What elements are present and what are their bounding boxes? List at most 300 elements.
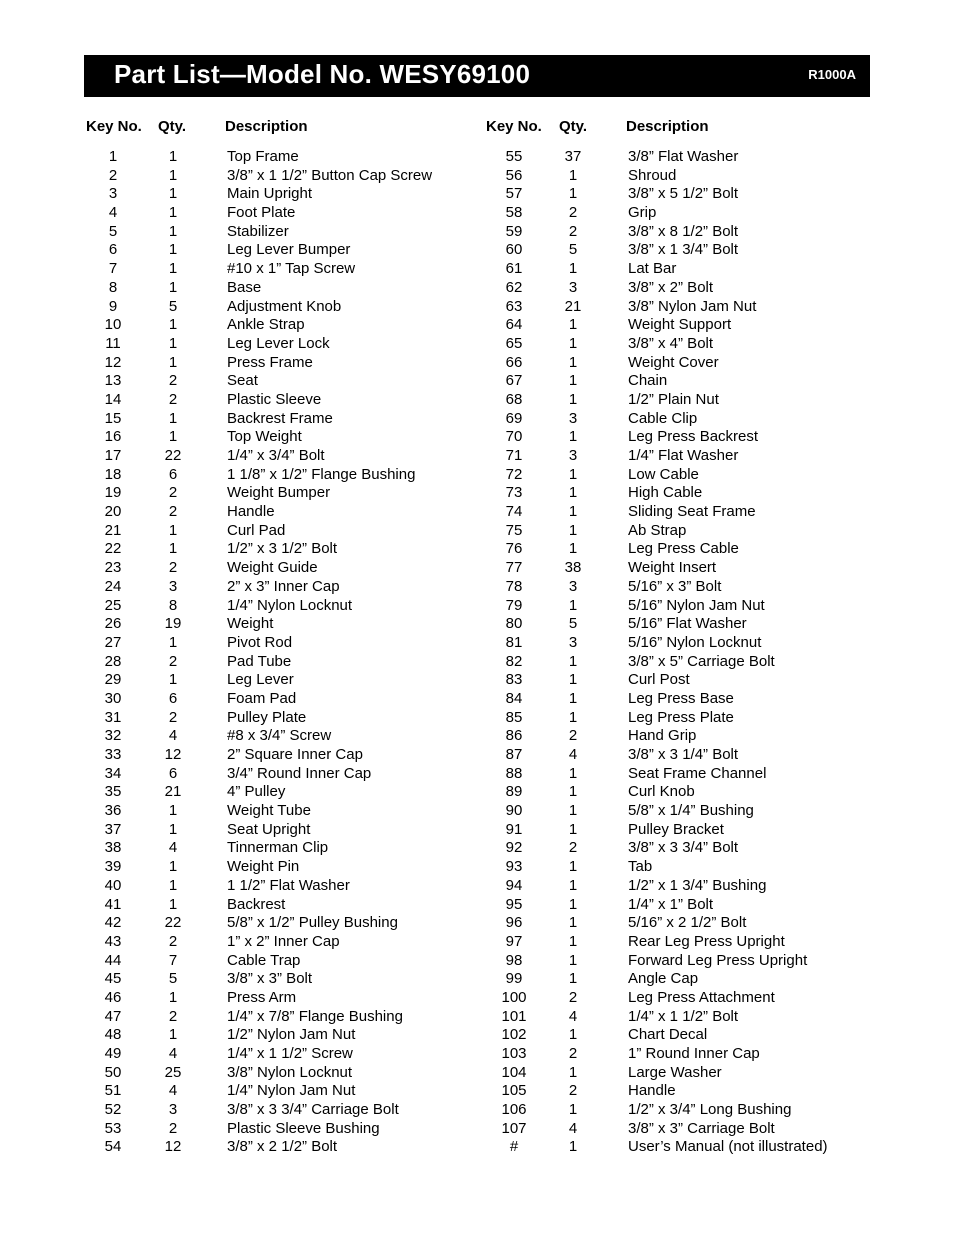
part-quantity: 1 [568, 260, 578, 278]
part-row [484, 839, 864, 858]
column-header-row [84, 118, 484, 138]
part-row [84, 615, 484, 634]
key-no-header: Key No. [486, 118, 542, 135]
part-key-number: 58 [505, 204, 523, 222]
part-quantity: 19 [164, 615, 182, 633]
part-description: 3/8” x 3” Bolt [227, 970, 313, 988]
part-description: High Cable [628, 484, 703, 502]
part-description: Leg Lever Lock [227, 334, 330, 352]
part-description: 5/16” Nylon Locknut [628, 633, 762, 651]
part-description: 3/4” Round Inner Cap [227, 764, 372, 782]
part-description: Adjustment Knob [227, 297, 342, 315]
part-quantity: 1 [168, 241, 178, 259]
part-row [484, 933, 864, 952]
part-description: Grip [628, 204, 657, 222]
part-description: Foam Pad [227, 689, 297, 707]
part-quantity: 1 [568, 1138, 578, 1156]
part-row [84, 316, 484, 335]
part-row [84, 802, 484, 821]
part-description: 3/8” Nylon Jam Nut [628, 297, 757, 315]
part-quantity: 1 [168, 316, 178, 334]
part-key-number: 19 [104, 484, 122, 502]
part-quantity: 1 [168, 148, 178, 165]
part-quantity: 1 [568, 876, 578, 894]
part-row [484, 298, 864, 317]
part-description: 5/16” Nylon Jam Nut [628, 596, 765, 614]
part-description: 1 1/8” x 1/2” Flange Bushing [227, 465, 416, 483]
part-row [84, 260, 484, 279]
part-quantity: 21 [164, 783, 182, 801]
part-quantity: 3 [568, 278, 578, 296]
part-quantity: 5 [168, 297, 178, 315]
parts-list-right [484, 148, 864, 1157]
part-row [484, 260, 864, 279]
part-quantity: 1 [568, 932, 578, 950]
part-row [484, 372, 864, 391]
part-quantity: 1 [568, 802, 578, 820]
part-description: Seat Frame Channel [628, 764, 767, 782]
part-description: 1/4” x 1 1/2” Screw [227, 1045, 353, 1062]
part-quantity: 1 [568, 428, 578, 446]
part-description: Weight Guide [227, 559, 318, 577]
part-quantity: 1 [568, 316, 578, 334]
part-row [84, 466, 484, 485]
part-key-number: 95 [505, 895, 523, 913]
part-row [84, 765, 484, 784]
part-key-number: 80 [505, 615, 523, 633]
part-row [84, 241, 484, 260]
part-quantity: 5 [168, 970, 178, 988]
part-key-number: 33 [104, 746, 122, 763]
part-quantity: 1 [168, 540, 178, 558]
part-row [84, 1045, 484, 1064]
part-row [84, 989, 484, 1008]
part-key-number: 99 [505, 970, 523, 988]
part-description: 5/16” x 3” Bolt [628, 577, 722, 595]
part-description: Hand Grip [628, 727, 697, 745]
part-row [84, 1120, 484, 1139]
part-quantity: 2 [168, 708, 178, 726]
part-description: Ankle Strap [227, 316, 305, 334]
part-description: Weight Cover [628, 353, 719, 371]
part-row [84, 690, 484, 709]
part-row [484, 540, 864, 559]
part-row [484, 821, 864, 840]
part-description: Ab Strap [628, 521, 687, 539]
part-quantity: 1 [168, 1026, 178, 1044]
part-quantity: 1 [568, 914, 578, 932]
part-description: Sliding Seat Frame [628, 503, 756, 521]
part-key-number: 26 [104, 615, 122, 633]
part-quantity: 1 [168, 334, 178, 352]
part-key-number: 83 [505, 671, 523, 689]
part-row [84, 970, 484, 989]
part-row [484, 410, 864, 429]
part-quantity: 5 [568, 241, 578, 259]
part-row [484, 391, 864, 410]
part-description: Leg Press Cable [628, 540, 739, 558]
part-description: Stabilizer [227, 222, 289, 240]
part-key-number: 20 [104, 503, 122, 521]
part-quantity: 2 [168, 932, 178, 950]
part-row [84, 933, 484, 952]
part-row [484, 671, 864, 690]
part-description: Handle [628, 1082, 676, 1100]
part-row [84, 821, 484, 840]
part-row [84, 410, 484, 429]
part-quantity: 3 [568, 409, 578, 427]
part-row [84, 1064, 484, 1083]
part-key-number: 31 [104, 708, 122, 726]
part-key-number: 97 [505, 932, 523, 950]
part-quantity: 2 [168, 390, 178, 408]
part-description: 3/8” x 4” Bolt [628, 334, 714, 352]
part-key-number: 94 [505, 876, 523, 894]
part-description: Backrest Frame [227, 409, 333, 427]
part-row [84, 727, 484, 746]
part-key-number: 29 [104, 671, 122, 689]
part-row [84, 653, 484, 672]
part-description: Leg Press Attachment [628, 988, 775, 1006]
part-quantity: 3 [168, 577, 178, 595]
part-quantity: 2 [168, 503, 178, 521]
part-key-number: 53 [104, 1119, 122, 1137]
part-quantity: 1 [168, 204, 178, 222]
part-quantity: 2 [568, 839, 578, 857]
part-quantity: 3 [168, 1101, 178, 1119]
part-description: Handle [227, 503, 275, 521]
part-key-number: 28 [104, 652, 122, 670]
part-key-number: 59 [505, 222, 523, 240]
part-quantity: 1 [568, 689, 578, 707]
part-quantity: 1 [568, 596, 578, 614]
part-quantity: 3 [568, 633, 578, 651]
part-row [484, 522, 864, 541]
part-row [484, 858, 864, 877]
part-row [84, 634, 484, 653]
part-row [84, 1101, 484, 1120]
part-row [484, 1101, 864, 1120]
part-quantity: 2 [568, 988, 578, 1006]
part-row [484, 578, 864, 597]
part-row [84, 839, 484, 858]
part-quantity: 1 [168, 988, 178, 1006]
part-quantity: 25 [164, 1063, 182, 1081]
part-description: User’s Manual (not illustrated) [628, 1138, 828, 1156]
part-key-number: 70 [505, 428, 523, 446]
part-key-number: 105 [501, 1082, 527, 1100]
part-key-number: 63 [505, 297, 523, 315]
part-row [84, 914, 484, 933]
part-description: #10 x 1” Tap Screw [227, 260, 356, 278]
part-key-number: 50 [104, 1063, 122, 1081]
document-code: R1000A [808, 67, 856, 82]
part-quantity: 1 [568, 390, 578, 408]
part-row [84, 540, 484, 559]
part-row [84, 335, 484, 354]
part-key-number: 104 [501, 1063, 527, 1081]
part-quantity: 2 [568, 204, 578, 222]
part-row [484, 989, 864, 1008]
part-row [484, 185, 864, 204]
part-description: 1/2” x 3 1/2” Bolt [227, 540, 338, 558]
part-quantity: 4 [568, 746, 578, 763]
part-description: Rear Leg Press Upright [628, 932, 785, 950]
part-quantity: 1 [568, 521, 578, 539]
part-description: 1” x 2” Inner Cap [227, 932, 340, 950]
part-quantity: 1 [168, 895, 178, 913]
part-key-number: 30 [104, 689, 122, 707]
part-row [484, 896, 864, 915]
part-description: 3/8” x 8 1/2” Bolt [628, 222, 739, 240]
part-description: Curl Knob [628, 783, 695, 801]
part-row [84, 559, 484, 578]
part-description: Forward Leg Press Upright [628, 951, 808, 969]
part-key-number: 65 [505, 334, 523, 352]
part-description: Weight [227, 615, 274, 633]
part-key-number: 35 [104, 783, 122, 801]
part-key-number: 34 [104, 764, 122, 782]
part-quantity: 1 [568, 166, 578, 184]
part-quantity: 1 [568, 671, 578, 689]
part-description: 3/8” x 3 3/4” Bolt [628, 839, 739, 857]
part-quantity: 22 [164, 447, 182, 464]
part-key-number: 100 [501, 988, 527, 1006]
part-description: Pivot Rod [227, 633, 293, 651]
part-row [84, 952, 484, 971]
part-description: Leg Lever Bumper [227, 241, 351, 259]
part-key-number: 54 [104, 1138, 122, 1156]
part-quantity: 1 [568, 1101, 578, 1119]
part-key-number: 81 [505, 633, 523, 651]
part-quantity: 21 [564, 297, 582, 315]
part-key-number: 88 [505, 764, 523, 782]
part-key-number: 8 [108, 278, 118, 296]
part-key-number: 46 [104, 988, 122, 1006]
part-row [84, 391, 484, 410]
part-description: Plastic Sleeve Bushing [227, 1119, 380, 1137]
part-quantity: 3 [568, 577, 578, 595]
part-key-number: 15 [104, 409, 122, 427]
part-quantity: 2 [168, 652, 178, 670]
part-key-number: 61 [505, 260, 523, 278]
part-description: 3/8” x 2 1/2” Bolt [227, 1138, 338, 1156]
part-key-number: 66 [505, 353, 523, 371]
part-row [84, 578, 484, 597]
part-row [484, 241, 864, 260]
part-key-number: 87 [505, 746, 523, 763]
description-header: Description [225, 118, 308, 135]
part-key-number: 67 [505, 372, 523, 390]
part-key-number: 89 [505, 783, 523, 801]
part-description: 2” x 3” Inner Cap [227, 577, 340, 595]
part-description: Main Upright [227, 185, 313, 203]
part-quantity: 1 [568, 465, 578, 483]
part-row [484, 970, 864, 989]
part-key-number: 48 [104, 1026, 122, 1044]
part-key-number: 73 [505, 484, 523, 502]
part-key-number: 85 [505, 708, 523, 726]
part-key-number: 4 [108, 204, 118, 222]
part-quantity: 38 [564, 559, 582, 577]
part-quantity: 1 [168, 521, 178, 539]
part-key-number: 52 [104, 1101, 122, 1119]
part-row [84, 167, 484, 186]
part-quantity: 6 [168, 465, 178, 483]
part-quantity: 1 [168, 166, 178, 184]
part-key-number: 3 [108, 185, 118, 203]
part-row [84, 503, 484, 522]
part-row [84, 1082, 484, 1101]
part-quantity: 4 [168, 1045, 178, 1062]
part-row [484, 746, 864, 765]
part-row [484, 148, 864, 167]
part-description: Leg Press Base [628, 689, 734, 707]
part-quantity: 1 [568, 503, 578, 521]
part-quantity: 1 [168, 876, 178, 894]
part-row [84, 298, 484, 317]
part-quantity: 2 [568, 1045, 578, 1062]
part-key-number: 76 [505, 540, 523, 558]
part-row [484, 727, 864, 746]
part-row [484, 428, 864, 447]
part-quantity: 1 [168, 633, 178, 651]
part-row [484, 335, 864, 354]
part-description: 1/4” Nylon Locknut [227, 596, 353, 614]
part-row [484, 447, 864, 466]
part-quantity: 1 [168, 260, 178, 278]
part-row [84, 597, 484, 616]
part-key-number: 37 [104, 820, 122, 838]
part-row [484, 466, 864, 485]
part-row [484, 690, 864, 709]
part-quantity: 2 [568, 727, 578, 745]
part-quantity: 1 [168, 278, 178, 296]
part-key-number: 78 [505, 577, 523, 595]
part-quantity: 1 [568, 484, 578, 502]
part-description: 3/8” x 5” Carriage Bolt [628, 652, 775, 670]
part-quantity: 1 [568, 708, 578, 726]
part-description: Pulley Plate [227, 708, 307, 726]
part-key-number: 74 [505, 503, 523, 521]
part-row [484, 1082, 864, 1101]
part-description: 3/8” x 3 3/4” Carriage Bolt [227, 1101, 399, 1119]
part-description: 3/8” Flat Washer [628, 148, 739, 165]
part-row [484, 484, 864, 503]
part-key-number: 2 [108, 166, 118, 184]
part-quantity: 1 [568, 970, 578, 988]
part-quantity: 1 [568, 951, 578, 969]
part-description: Top Weight [227, 428, 302, 446]
part-row [484, 1008, 864, 1027]
part-key-number: 92 [505, 839, 523, 857]
part-row [484, 615, 864, 634]
part-row [84, 858, 484, 877]
part-key-number: 32 [104, 727, 122, 745]
part-key-number: 11 [105, 334, 121, 352]
parts-list-left [84, 148, 484, 1157]
part-description: 1/4” x 1 1/2” Bolt [628, 1007, 739, 1025]
part-quantity: 1 [168, 428, 178, 446]
part-description: #8 x 3/4” Screw [227, 727, 332, 745]
part-description: Weight Support [628, 316, 732, 334]
part-quantity: 4 [568, 1007, 578, 1025]
part-quantity: 8 [168, 596, 178, 614]
part-quantity: 2 [168, 484, 178, 502]
part-quantity: 4 [168, 1082, 178, 1100]
part-description: 5/16” Flat Washer [628, 615, 747, 633]
part-key-number: 24 [104, 577, 122, 595]
part-quantity: 1 [568, 334, 578, 352]
part-description: Weight Tube [227, 802, 311, 820]
part-row [484, 1120, 864, 1139]
part-row [484, 709, 864, 728]
part-description: 1/4” x 7/8” Flange Bushing [227, 1007, 403, 1025]
part-description: 1/2” Nylon Jam Nut [227, 1026, 356, 1044]
part-description: Shroud [628, 166, 677, 184]
part-description: Plastic Sleeve [227, 390, 322, 408]
description-header: Description [626, 118, 709, 135]
part-description: Leg Press Plate [628, 708, 734, 726]
part-key-number: 91 [505, 820, 523, 838]
part-key-number: 96 [505, 914, 523, 932]
part-key-number: 49 [104, 1045, 122, 1062]
part-row [84, 709, 484, 728]
part-quantity: 3 [568, 447, 578, 464]
part-key-number: 60 [505, 241, 523, 259]
part-key-number: 13 [104, 372, 122, 390]
part-description: Backrest [227, 895, 286, 913]
parts-column-left [84, 118, 484, 1156]
part-row [484, 802, 864, 821]
part-key-number: 51 [104, 1082, 122, 1100]
part-description: Curl Pad [227, 521, 286, 539]
part-row [484, 653, 864, 672]
part-key-number: 71 [505, 447, 523, 464]
part-row [484, 279, 864, 298]
part-quantity: 4 [168, 839, 178, 857]
part-key-number: 82 [505, 652, 523, 670]
part-row [484, 597, 864, 616]
key-no-header: Key No. [86, 118, 142, 135]
part-key-number: 93 [505, 858, 523, 876]
part-row [84, 877, 484, 896]
part-quantity: 37 [564, 148, 582, 165]
part-quantity: 1 [568, 1063, 578, 1081]
part-description: 3/8” x 5 1/2” Bolt [628, 185, 739, 203]
part-row [484, 1045, 864, 1064]
part-row [484, 503, 864, 522]
part-row [84, 372, 484, 391]
part-quantity: 6 [168, 689, 178, 707]
part-quantity: 1 [168, 820, 178, 838]
part-description: Base [227, 278, 262, 296]
part-key-number: 16 [104, 428, 122, 446]
part-key-number: 9 [108, 297, 118, 315]
qty-header: Qty. [158, 118, 187, 135]
part-description: 2” Square Inner Cap [227, 746, 363, 763]
part-description: Press Arm [227, 988, 297, 1006]
part-description: Cable Trap [227, 951, 301, 969]
page-title: Part List—Model No. WESY69100 [114, 59, 531, 89]
part-key-number: 72 [505, 465, 523, 483]
part-key-number: 40 [104, 876, 122, 894]
part-quantity: 2 [568, 1082, 578, 1100]
part-description: 1/2” x 3/4” Long Bushing [628, 1101, 792, 1119]
part-description: 3/8” x 2” Bolt [628, 278, 714, 296]
part-description: Leg Press Backrest [628, 428, 759, 446]
part-description: Seat [227, 372, 258, 390]
